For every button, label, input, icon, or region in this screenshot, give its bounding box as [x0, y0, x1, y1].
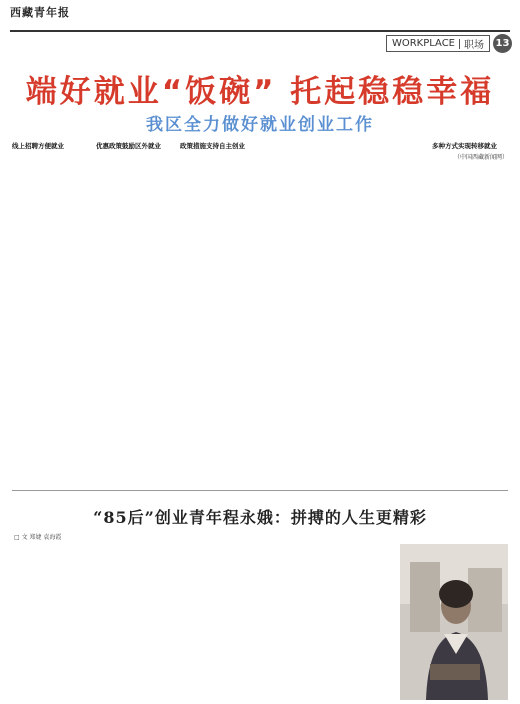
- story2-column: [12, 544, 82, 700]
- story1-column: [348, 138, 424, 486]
- section-subhead: 优惠政策鼓励区外就业: [96, 142, 161, 150]
- portrait-photo: [400, 544, 508, 700]
- byline: [14, 532, 144, 541]
- byline-text: □ 文 郑婕 袁海霞: [14, 534, 62, 541]
- story1-column: [12, 138, 88, 486]
- story1-subheadline: 我区全力做好就业创业工作: [146, 115, 374, 135]
- section-label-divider: [459, 39, 460, 49]
- section-label-cn: 职场: [464, 40, 484, 51]
- story2-column: [245, 544, 315, 700]
- story1-column: [96, 138, 172, 486]
- story2-body: [12, 544, 508, 700]
- story-divider: [12, 490, 508, 491]
- section-subhead: 多种方式实现转移就业: [432, 142, 497, 150]
- section-subhead: 政策措施支持自主创业: [180, 142, 245, 150]
- story1-body: [12, 138, 508, 486]
- story2-column: [322, 544, 392, 700]
- story2-headline: “85后”创业青年程永娥：拼搏的人生更精彩: [93, 508, 427, 527]
- page-number: 13: [493, 34, 512, 53]
- story1-column: [180, 138, 256, 486]
- masthead-rule: [10, 30, 510, 32]
- masthead: [0, 0, 520, 60]
- story1-headline: 端好就业“饭碗” 托起稳稳幸福: [25, 74, 495, 110]
- story2-column: [167, 544, 237, 700]
- article-source: （中国西藏新闻网）: [453, 154, 508, 161]
- section-subhead: 线上招聘方便就业: [12, 142, 64, 150]
- story1-column: [432, 138, 508, 486]
- story1-column: [264, 138, 340, 486]
- paper-nameplate: [10, 4, 70, 21]
- section-label: [386, 35, 490, 52]
- section-label-en: WORKPLACE: [391, 38, 455, 49]
- story2-column: [90, 544, 160, 700]
- portrait-photo-image: [400, 544, 508, 700]
- paper-name: 西藏青年报: [10, 6, 70, 19]
